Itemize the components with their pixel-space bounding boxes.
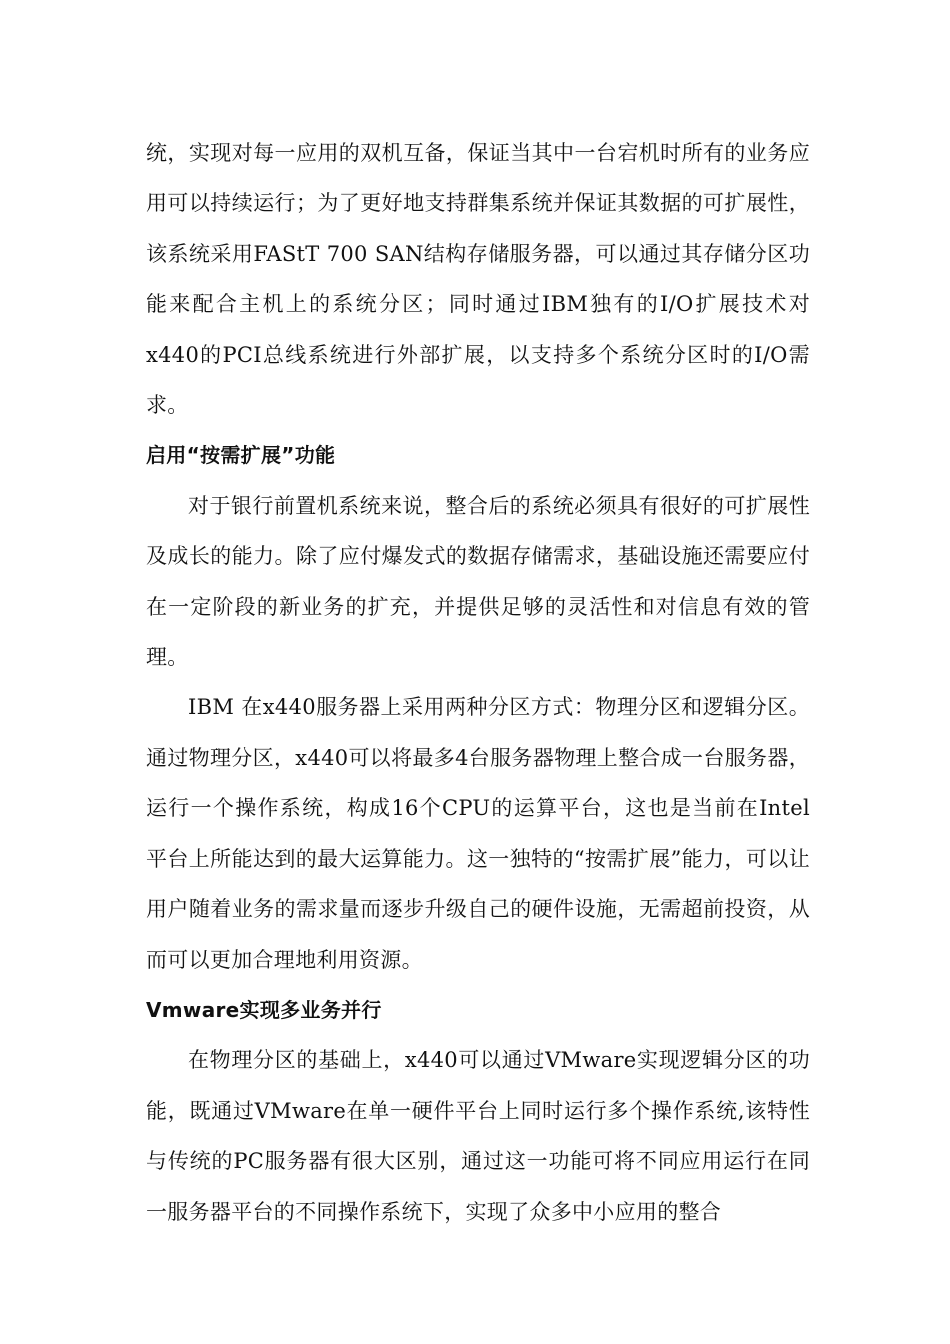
paragraph-scalability: 对于银行前置机系统来说，整合后的系统必须具有很好的可扩展性及成长的能力。除了应付爆发式的数据存储需求，基础设施还需要应付在一定阶段的新业务的扩充，并提供足够的灵活性和对信息有效的管理。 bbox=[146, 493, 810, 670]
paragraph-partitioning: IBM 在x440服务器上采用两种分区方式：物理分区和逻辑分区。通过物理分区，x440可以将最多4台服务器物理上整合成一台服务器，运行一个操作系统，构成16个CPU的运算平台，这也是当前在Intel 平台上所能达到的最大运算能力。这一独特的“按需扩展”能力，可以让用户随着业务的需求量而逐步升级自己的硬件设施，无需超前投资，从而可以更加合理地利用资源。 bbox=[146, 695, 810, 972]
document-body bbox=[146, 128, 810, 1237]
paragraph-vmware: 在物理分区的基础上，x440可以通过VMware实现逻辑分区的功能，既通过VMware在单一硬件平台上同时运行多个操作系统,该特性与传统的PC服务器有很大区别，通过这一功能可将不同应用运行在同一服务器平台的不同操作系统下，实现了众多中小应用的整合 bbox=[146, 1048, 810, 1224]
section-heading-on-demand-expansion: 启用“按需扩展”功能 bbox=[146, 443, 336, 468]
paragraph-intro: 统，实现对每一应用的双机互备，保证当其中一台宕机时所有的业务应用可以持续运行；为了更好地支持群集系统并保证其数据的可扩展性，该系统采用FAStT 700 SAN结构存储服务器，可以通过其存储分区功能来配合主机上的系统分区；同时通过IBM独有的I/O扩展技术对x440的PCI总线系统进行外部扩展，以支持多个系统分区时的I/O需求。 bbox=[146, 141, 810, 418]
section-heading-vmware: Vmware实现多业务并行 bbox=[146, 997, 382, 1022]
